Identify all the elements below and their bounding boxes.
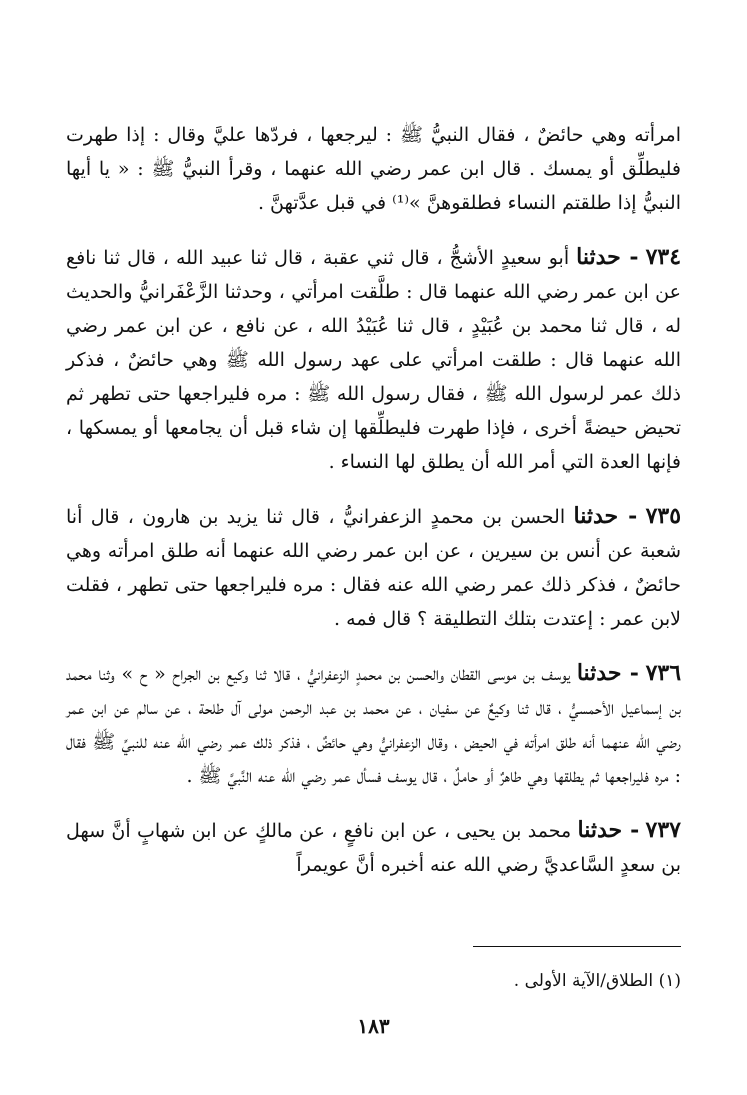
page-body bbox=[66, 118, 681, 882]
footnote-marker: (١) bbox=[658, 971, 681, 991]
hadith-736: ٧٣٦ - حدثنا يوسف بن موسى القطان والحسن بن محمدٍ الزعفرانيُّ ، قالا ثنا وكيع بن الجراح « ح » وثنا محمد بن إسماعيل الأحمسيُّ ، قال ثنا وكيعٌ عن سفيان ، عن محمد بن عبد الرحمن مولى آل طلحة ، عن سالم عن ابن عمر رضي الله عنهما أنه طلق امرأته في الحيض ، وقال الزعفرانيُّ وهي حائضٌ ، فذكر ذلك عمر رضي الله عنه للنبيِّ ﷺ فقال : مره فليراجعها ثم يطلقها وهي طاهرٌ أو حاملٌ ، قال يوسف فسأل عمر رضي الله عنه النَّبيَّ ﷺ . bbox=[66, 660, 682, 787]
hadith-number: ٧٣٥ bbox=[645, 503, 682, 529]
hadith-heading: حدثنا bbox=[577, 817, 623, 843]
hadith-heading: حدثنا bbox=[573, 503, 619, 529]
footnote-divider bbox=[473, 946, 681, 947]
hadith-text: الحسن بن محمدٍ الزعفرانيُّ ، قال ثنا يزيد بن هارون ، قال أنا شعبة عن أنس بن سيرين ، عن ابن عمر رضي الله عنهما أنه طلق امرأته وهي حائضٌ ، فذكر ذلك عمر رضي الله عنه فقال : مره فليراجعها حتى تطهر ، فقلت لابن عمر : إعتدت بتلك التطليقة ؟ قال فمه . bbox=[66, 506, 681, 630]
hadith-734: ٧٣٤ - حدثنا أبو سعيدٍ الأشجُّ ، قال ثني عقبة ، قال ثنا عبيد الله ، قال ثنا نافع عن ابن عمر رضي الله عنهما قال : طلَّقت امرأتي ، وحدثنا الزَّعْفَرانيُّ والحديث له ، قال ثنا محمد بن عُبَيْدٍ ، قال ثنا عُبَيْدُ الله ، عن نافع ، عن ابن عمر رضي الله عنهما قال : طلقت امرأتي على عهد رسول الله ﷺ وهي حائضٌ ، فذكر ذلك عمر لرسول الله ﷺ ، فقال رسول الله ﷺ : مره فليراجعها حتى تطهر ثم تحيض حيضةً أخرى ، فإذا طهرت فليطلِّقها إن شاء قبل أن يجامعها أو يمسكها ، فإنها العدة التي أمر الله أن يطلق لها النساء . bbox=[66, 244, 682, 473]
hadith-number: ٧٣٦ bbox=[645, 660, 682, 686]
page-number: ١٨٣ bbox=[357, 1014, 390, 1038]
hadith-number: ٧٣٧ bbox=[645, 817, 681, 843]
hadith-737: ٧٣٧ - حدثنا محمد بن يحيى ، عن ابن نافعٍ ، عن مالكٍ عن ابن شهابٍ أنَّ سهل بن سعدٍ السَّاعديَّ رضي الله عنه أخبره أنَّ عويمراً bbox=[66, 817, 681, 876]
footnote-text: الطلاق/الآية الأولى . bbox=[513, 971, 654, 991]
hadith-heading: حدثنا bbox=[576, 660, 622, 686]
hadith-text: محمد بن يحيى ، عن ابن نافعٍ ، عن مالكٍ عن ابن شهابٍ أنَّ سهل بن سعدٍ السَّاعديَّ رضي الله عنه أخبره أنَّ عويمراً bbox=[66, 820, 681, 876]
footnote bbox=[66, 968, 681, 994]
hadith-text: أبو سعيدٍ الأشجُّ ، قال ثني عقبة ، قال ثنا عبيد الله ، قال ثنا نافع عن ابن عمر رضي الله عنهما قال : طلَّقت امرأتي ، وحدثنا الزَّعْفَرانيُّ والحديث له ، قال ثنا محمد بن عُبَيْدٍ ، قال ثنا عُبَيْدُ الله ، عن نافع ، عن ابن عمر رضي الله عنهما قال : طلقت امرأتي على عهد رسول الله ﷺ وهي حائضٌ ، فذكر ذلك عمر لرسول الله ﷺ ، فقال رسول الله ﷺ : مره فليراجعها حتى تطهر ثم تحيض حيضةً أخرى ، فإذا طهرت فليطلِّقها إن شاء قبل أن يجامعها أو يمسكها ، فإنها العدة التي أمر الله أن يطلق لها النساء . bbox=[66, 247, 682, 473]
hadith-text: يوسف بن موسى القطان والحسن بن محمدٍ الزعفرانيُّ ، قالا ثنا وكيع بن الجراح « ح » وثنا محمد بن إسماعيل الأحمسيُّ ، قال ثنا وكيعٌ عن سفيان ، عن محمد بن عبد الرحمن مولى آل طلحة ، عن سالم عن ابن عمر رضي الله عنهما أنه طلق امرأته في الحيض ، وقال الزعفرانيُّ وهي حائضٌ ، فذكر ذلك عمر رضي الله عنه للنبيِّ ﷺ فقال : مره فليراجعها ثم يطلقها وهي طاهرٌ أو حاملٌ ، قال يوسف فسأل عمر رضي الله عنه النَّبيَّ ﷺ . bbox=[66, 663, 681, 787]
hadith-number: ٧٣٤ bbox=[645, 244, 682, 270]
hadith-heading: حدثنا bbox=[576, 244, 621, 270]
hadith-735: ٧٣٥ - حدثنا الحسن بن محمدٍ الزعفرانيُّ ، قال ثنا يزيد بن هارون ، قال أنا شعبة عن أنس بن سيرين ، عن ابن عمر رضي الله عنهما أنه طلق امرأته وهي حائضٌ ، فذكر ذلك عمر رضي الله عنه فقال : مره فليراجعها حتى تطهر ، فقلت لابن عمر : إعتدت بتلك التطليقة ؟ قال فمه . bbox=[66, 503, 682, 630]
intro-paragraph: امرأته وهي حائضٌ ، فقال النبيُّ ﷺ : ليرجعها ، فردّها عليَّ وقال : إذا طهرت فليطلِّق أو يمسك . قال ابن عمر رضي الله عنهما ، وقرأ النبيُّ ﷺ : « يا أيها النبيُّ إذا طلقتم النساء فطلقوهنَّ »⁽¹⁾ في قبل عدَّتهنَّ . bbox=[66, 124, 681, 214]
